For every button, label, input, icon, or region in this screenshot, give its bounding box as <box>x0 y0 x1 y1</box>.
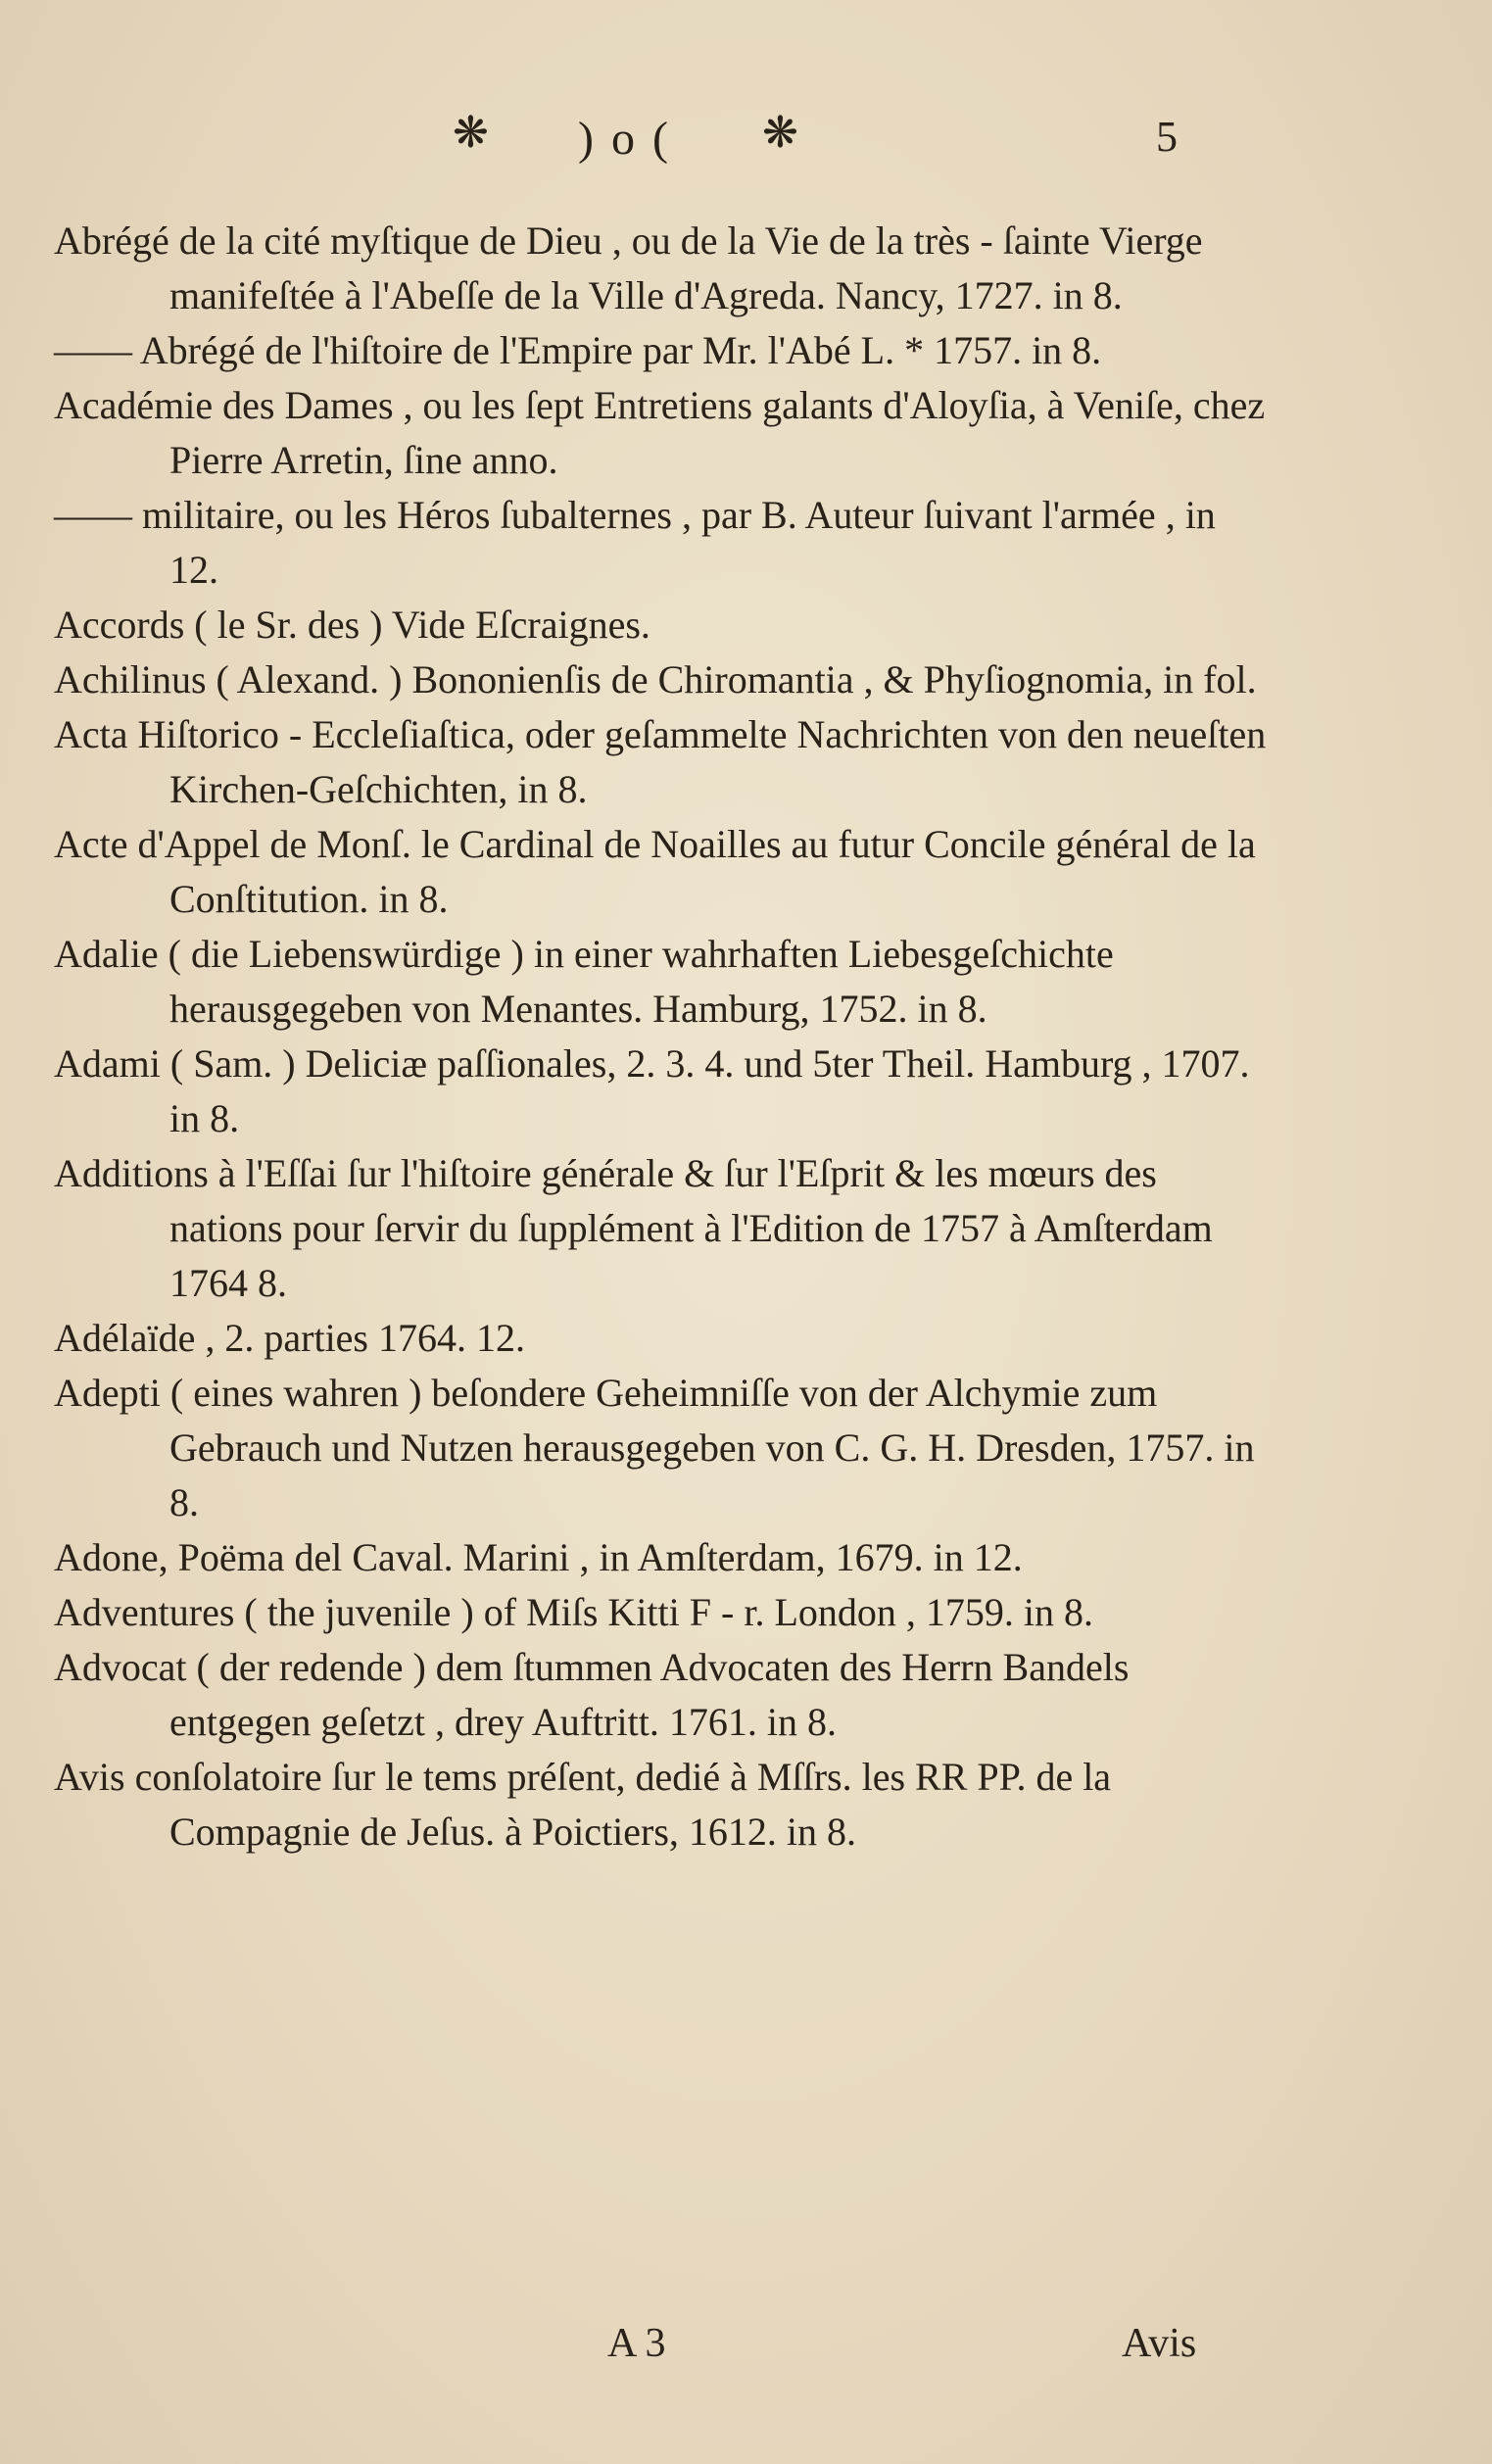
ornament-right-icon: ❋ <box>762 109 798 157</box>
list-item: Adepti ( eines wahren ) beſondere Geheimniſſe von der Alchymie zum Gebrauch und Nutzen herausgegeben von C. G. H. Dresden, 1757. in 8. <box>54 1371 1255 1524</box>
page-footer <box>0 2320 1492 2379</box>
list-item: Adventures ( the juvenile ) of Miſs Kitti F - r. London , 1759. in 8. <box>54 1590 1093 1634</box>
signature-mark: A 3 <box>607 2321 666 2366</box>
list-item: —— militaire, ou les Héros ſubalternes , par B. Auteur ſuivant l'armée , in 12. <box>54 493 1216 592</box>
page-number: 5 <box>1156 113 1178 161</box>
bibliography-list <box>54 214 1269 1860</box>
list-item: Achilinus ( Alexand. ) Bononienſis de Chiromantia , & Phyſiognomia, in fol. <box>54 657 1257 701</box>
list-item: Advocat ( der redende ) dem ſtummen Advocaten des Herrn Bandels entgegen geſetzt , drey Auftritt. 1761. in 8. <box>54 1645 1130 1744</box>
list-item: Adélaïde , 2. parties 1764. 12. <box>54 1316 525 1360</box>
ornament-left-icon: ❋ <box>453 109 489 157</box>
list-item: Adone, Poëma del Caval. Marini , in Amſterdam, 1679. in 12. <box>54 1535 1023 1579</box>
catchword: Avis <box>1122 2321 1197 2366</box>
list-item: Accords ( le Sr. des ) Vide Eſcraignes. <box>54 603 650 647</box>
list-item: Additions à l'Eſſai ſur l'hiſtoire générale & ſur l'Eſprit & les mœurs des nations pour ſervir du ſupplément à l'Edition de 1757 à Amſterdam 1764 8. <box>54 1151 1213 1305</box>
header-center-mark: )o( <box>578 113 686 165</box>
list-item: Adalie ( die Liebenswürdige ) in einer wahrhaften Liebesgeſchichte herausgegeben von Menantes. Hamburg, 1752. in 8. <box>54 932 1114 1031</box>
list-item: Académie des Dames , ou les ſept Entretiens galants d'Aloyſia, à Veniſe, chez Pierre Arretin, ſine anno. <box>54 383 1266 482</box>
list-item: —— Abrégé de l'hiſtoire de l'Empire par Mr. l'Abé L. * 1757. in 8. <box>54 328 1102 372</box>
list-item: Abrégé de la cité myſtique de Dieu , ou de la Vie de la très - ſainte Vierge manifeſtée à l'Abeſſe de la Ville d'Agreda. Nancy, 1727. in 8. <box>54 218 1203 317</box>
list-item: Acte d'Appel de Monſ. le Cardinal de Noailles au futur Concile général de la Conſtitution. in 8. <box>54 822 1256 921</box>
list-item: Avis conſolatoire ſur le tems préſent, dedié à Mſſrs. les RR PP. de la Compagnie de Jeſus. à Poictiers, 1612. in 8. <box>54 1755 1112 1854</box>
list-item: Adami ( Sam. ) Deliciæ paſſionales, 2. 3. 4. und 5ter Theil. Hamburg , 1707. in 8. <box>54 1041 1250 1140</box>
running-header <box>0 108 1492 176</box>
list-item: Acta Hiſtorico - Eccleſiaſtica, oder geſammelte Nachrichten von den neueſten Kirchen-Geſchichten, in 8. <box>54 712 1267 811</box>
